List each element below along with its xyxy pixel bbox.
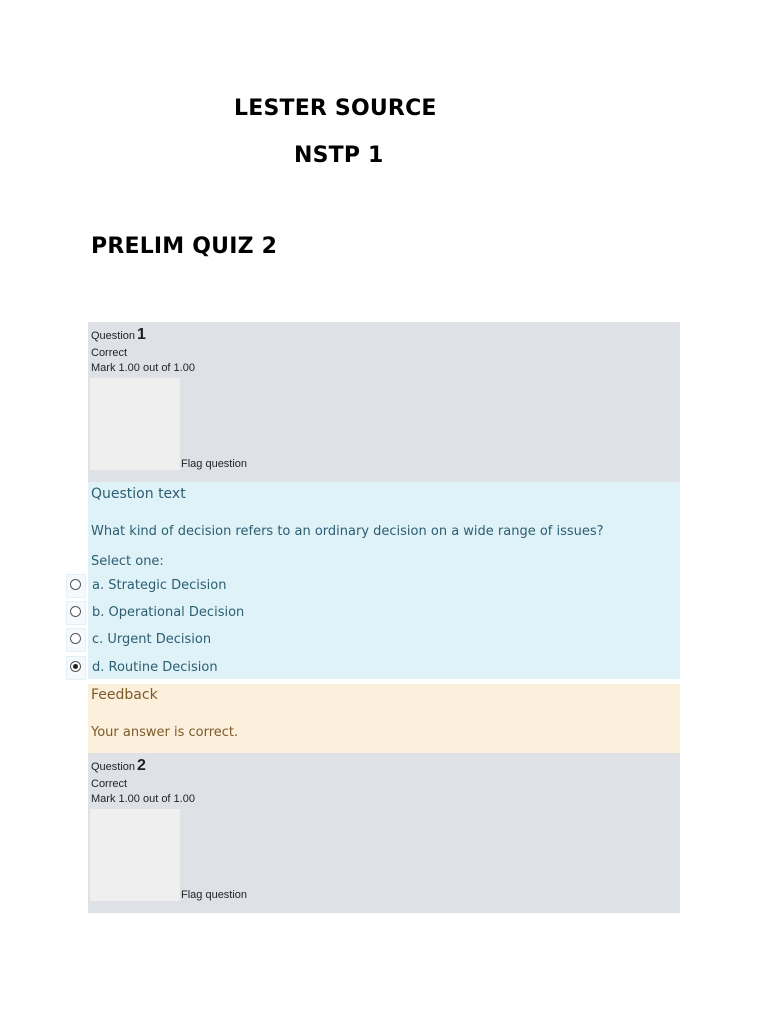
question-text: What kind of decision refers to an ordinary decision on a wide range of issues? [91, 524, 604, 539]
question-grade: Mark 1.00 out of 1.00 [91, 362, 195, 374]
radio-button-b[interactable] [66, 601, 86, 625]
question-state: Correct [91, 778, 128, 790]
quiz-title: PRELIM QUIZ 2 [91, 234, 278, 259]
answer-label-d[interactable]: d. Routine Decision [92, 660, 218, 675]
answer-option-b[interactable] [66, 601, 266, 625]
answer-label-a[interactable]: a. Strategic Decision [92, 578, 227, 593]
question-text-heading: Question text [91, 486, 186, 502]
radio-selected-dot [73, 664, 78, 669]
question-2-info [88, 753, 680, 913]
radio-button-d[interactable] [66, 656, 86, 680]
answer-option-d[interactable] [66, 656, 266, 680]
feedback-text: Your answer is correct. [91, 725, 239, 740]
flag-question-link[interactable]: Flag question [181, 458, 248, 470]
question-grade: Mark 1.00 out of 1.00 [91, 793, 195, 805]
select-prompt: Select one: [91, 554, 164, 569]
document-title: LESTER SOURCE [234, 96, 437, 121]
answer-option-a[interactable] [66, 574, 266, 598]
radio-button-a[interactable] [66, 574, 86, 598]
feedback-heading: Feedback [91, 687, 158, 703]
flag-question-link[interactable]: Flag question [181, 889, 248, 901]
answer-label-b[interactable]: b. Operational Decision [92, 605, 245, 620]
answer-option-c[interactable] [66, 628, 266, 652]
question-number: Question 2 [91, 757, 146, 774]
question-1-feedback [88, 684, 680, 753]
flag-image-placeholder[interactable] [90, 809, 180, 901]
flag-image-placeholder[interactable] [90, 378, 180, 470]
course-title: NSTP 1 [294, 143, 384, 168]
radio-button-c[interactable] [66, 628, 86, 652]
question-state: Correct [91, 347, 128, 359]
question-1-info [88, 322, 680, 482]
answer-label-c[interactable]: c. Urgent Decision [92, 632, 212, 647]
question-number: Question 1 [91, 326, 146, 343]
